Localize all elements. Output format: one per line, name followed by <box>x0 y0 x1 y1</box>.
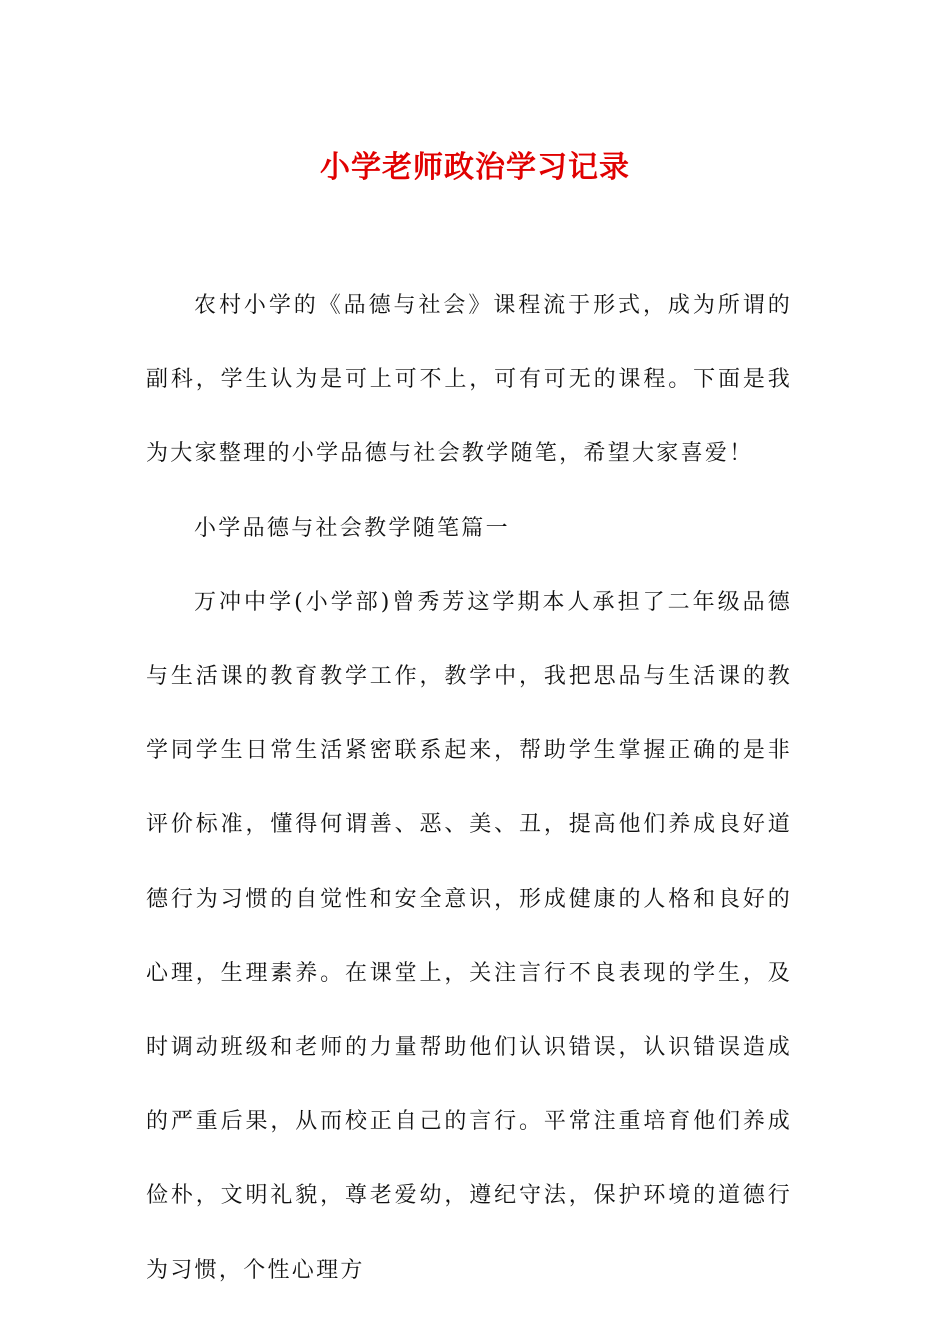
document-body <box>146 269 792 1308</box>
document-title: 小学老师政治学习记录 <box>320 150 630 185</box>
body-paragraph: 万冲中学(小学部)曾秀芳这学期本人承担了二年级品德与生活课的教育教学工作，教学中，我把思品与生活课的教学同学生日常生活紧密联系起来，帮助学生掌握正确的是非评价标准，懂得何谓善、恶、美、丑，提高他们养成良好道德行为习惯的自觉性和安全意识，形成健康的人格和良好的心理，生理素养。在课堂上，关注言行不良表现的学生，及时调动班级和老师的力量帮助他们认识错误，认识错误造成的严重后果，从而校正自己的言行。平常注重培育他们养成俭朴，文明礼貌，尊老爱幼，遵纪守法，保护环境的道德行为习惯，个性心理方 <box>146 589 792 1283</box>
intro-paragraph: 农村小学的《品德与社会》课程流于形式，成为所谓的副科，学生认为是可上可不上，可有可无的课程。下面是我为大家整理的小学品德与社会教学随笔，希望大家喜爱！ <box>146 293 792 467</box>
section-heading: 小学品德与社会教学随笔篇一 <box>194 515 510 541</box>
